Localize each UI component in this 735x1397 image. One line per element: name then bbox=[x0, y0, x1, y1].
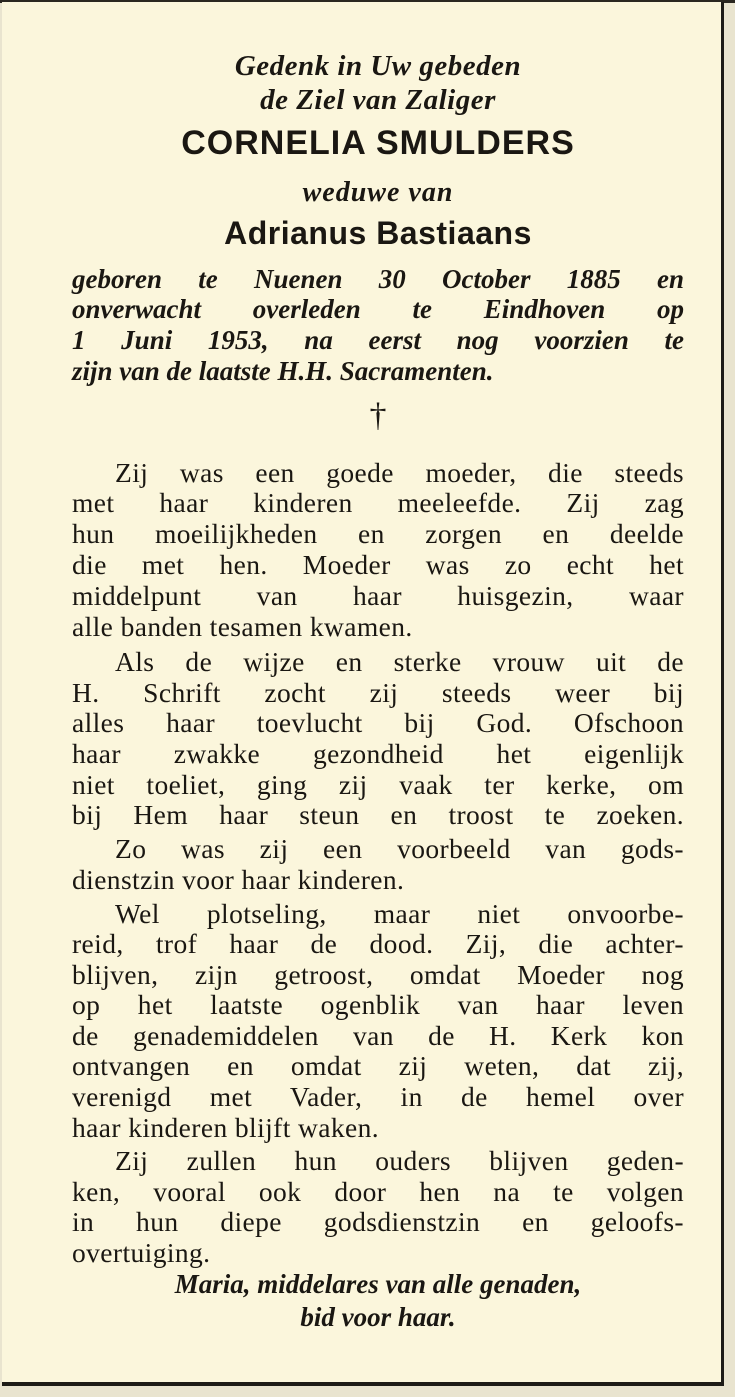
body-line: overtuiging. bbox=[72, 1237, 211, 1268]
body-line: Als de wijze en sterke vrouw uit de bbox=[115, 646, 684, 677]
body-line: alles haar toevlucht bij God. Ofschoon bbox=[72, 707, 684, 738]
body-line: middelpunt van haar huisgezin, waar bbox=[72, 580, 684, 611]
body-line: blijven, zijn getroost, omdat Moeder nog bbox=[72, 959, 684, 990]
body-line: Wel plotseling, maar niet onvoorbe- bbox=[115, 898, 684, 929]
widow-of-label: weduwe van bbox=[302, 177, 454, 208]
body-line: ken, vooral ook door hen na te volgen bbox=[72, 1176, 684, 1207]
memorial-card bbox=[2, 2, 724, 1386]
body-line: niet toeliet, ging zij vaak ter kerke, om bbox=[72, 769, 684, 800]
body-line: Zij zullen hun ouders blijven geden- bbox=[115, 1145, 684, 1176]
body-line: ontvangen en omdat zij weten, dat zij, bbox=[72, 1050, 684, 1081]
birth-line: geboren te Nuenen 30 October 1885 en bbox=[72, 264, 684, 294]
body-line: Zij was een goede moeder, die steeds bbox=[115, 457, 684, 488]
body-line: Zo was zij een voorbeeld van gods- bbox=[115, 833, 684, 864]
body-line: bij Hem haar steun en troost te zoeken. bbox=[72, 799, 684, 830]
body-line: H. Schrift zocht zij steeds weer bij bbox=[72, 677, 684, 708]
body-line: met haar kinderen meeleefde. Zij zag bbox=[72, 487, 684, 518]
birth-line: onverwacht overleden te Eindhoven op bbox=[72, 294, 684, 324]
body-line: die met hen. Moeder was zo echt het bbox=[72, 549, 684, 580]
intro-line-2: de Ziel van Zaliger bbox=[260, 84, 496, 116]
cross-icon: † bbox=[369, 397, 387, 434]
prayer-line-2: bid voor haar. bbox=[300, 1302, 456, 1332]
birth-line: 1 Juni 1953, na eerst nog voorzien te bbox=[72, 325, 684, 355]
body-line: hun moeilijkheden en zorgen en deelde bbox=[72, 518, 684, 549]
body-line: in hun diepe godsdienstzin en geloofs- bbox=[72, 1206, 684, 1237]
body-line: op het laatste ogenblik van haar leven bbox=[72, 989, 684, 1020]
deceased-name: CORNELIA SMULDERS bbox=[181, 124, 575, 162]
prayer-line-1: Maria, middelares van alle genaden, bbox=[174, 1269, 582, 1299]
body-line: reid, trof haar de dood. Zij, die achter- bbox=[72, 928, 684, 959]
body-line: de genademiddelen van de H. Kerk kon bbox=[72, 1020, 684, 1051]
intro-line-1: Gedenk in Uw gebeden bbox=[234, 50, 522, 82]
body-line: haar zwakke gezondheid het eigenlijk bbox=[72, 738, 684, 769]
birth-line: zijn van de laatste H.H. Sacramenten. bbox=[72, 356, 494, 386]
body-line: dienstzin voor haar kinderen. bbox=[72, 864, 405, 895]
body-line: verenigd met Vader, in de hemel over bbox=[72, 1081, 684, 1112]
body-line: alle banden tesamen kwamen. bbox=[72, 611, 413, 642]
husband-name: Adrianus Bastiaans bbox=[224, 215, 532, 251]
body-line: haar kinderen blijft waken. bbox=[72, 1112, 380, 1143]
